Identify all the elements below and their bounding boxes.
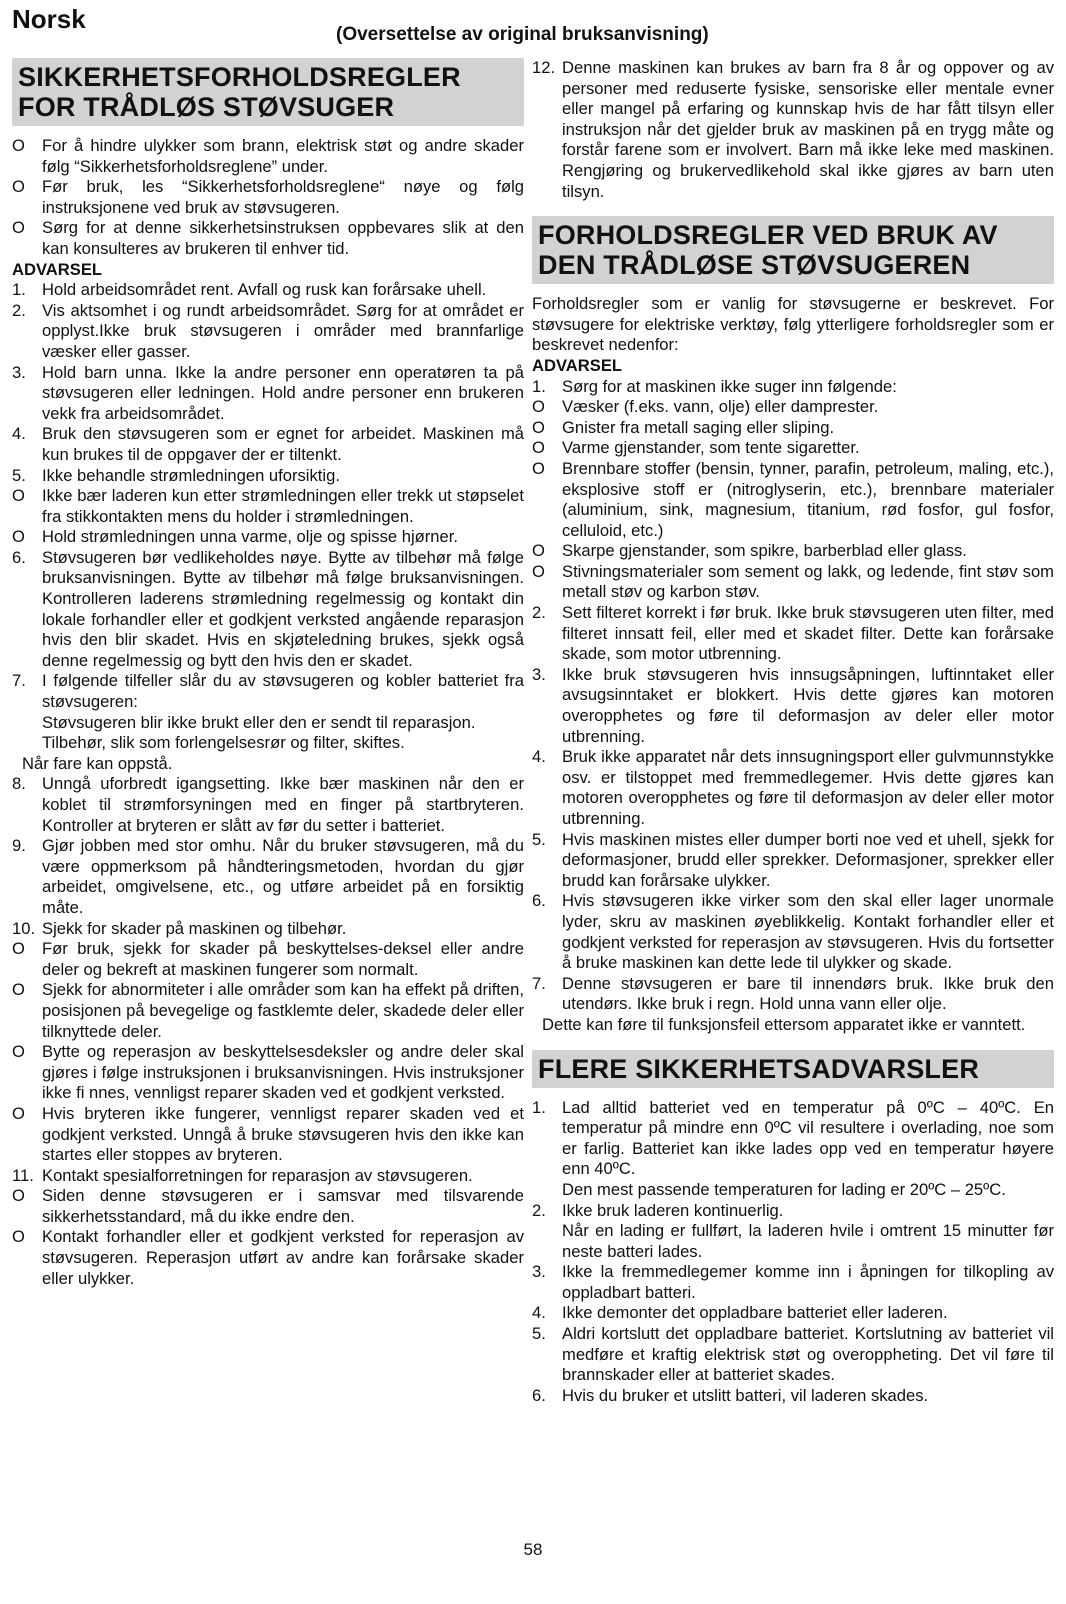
list-item — [532, 974, 1054, 1015]
more-warnings-list — [532, 1098, 1054, 1407]
warning-heading: ADVARSEL — [532, 355, 623, 375]
more-warnings-header — [532, 1050, 1054, 1088]
list-item — [532, 830, 1054, 892]
translation-subtitle: (Oversettelse av original bruksanvisning) — [336, 24, 709, 45]
item-number: 11. — [12, 1165, 34, 1185]
item-number: 1. — [12, 280, 26, 300]
item-text: Ikke bær laderen kun etter strømledningen eller trekk ut støpselet fra stikkontakten mens du holder i strømledningen. — [42, 486, 524, 526]
bullet-marker: O — [12, 1042, 25, 1062]
item-number: 5. — [532, 829, 546, 849]
bullet-marker: O — [532, 458, 545, 478]
item-number: 2. — [532, 1200, 546, 1220]
list-item — [12, 671, 524, 712]
item-text: Hvis støvsugeren ikke virker som den skal eller lager unormale lyder, skru av maskinen øyeblikkelig. Kontakt forhandler eller et godkjent verksted for reperasjon av støvsugeren. Hvis du fortsetter å bruke maskinen kan dette lede til ulykker og skade. — [562, 891, 1054, 973]
list-item — [12, 218, 524, 259]
list-item — [12, 466, 524, 487]
usage-intro-text: Forholdsregler som er vanlig for støvsugerne er beskrevet. For støvsugere for elektriske verktøy, følg ytterligere forholdsregler som er beskrevet nedenfor: — [532, 294, 1054, 355]
item-text: Ikke la fremmedlegemer komme inn i åpningen for tilkopling av oppladbart batteri. — [562, 1262, 1054, 1302]
item-text: Bruk den støvsugeren som er egnet for arbeidet. Maskinen må kun brukes til de oppgaver der er tiltenkt. — [42, 424, 524, 464]
item-number: 4. — [532, 747, 546, 767]
list-item — [532, 541, 1054, 562]
left-header-line-1: SIKKERHETSFORHOLDSREGLER — [18, 62, 461, 92]
item-text: Gnister fra metall saging eller sliping. — [562, 417, 835, 437]
item-text: For å hindre ulykker som brann, elektrisk støt og andre skader følg “Sikkerhetsforholdsreglene” under. — [42, 136, 524, 176]
item-text: Bruk ikke apparatet når dets innsugningsport eller gulvmunnstykke osv. er tilstoppet med fremmedlegemer. Hvis dette gjøres kan motoren overopphetes og føre til deformasjon av deler eller motor utbrenning. — [562, 747, 1054, 828]
list-item — [12, 301, 524, 363]
list-item — [532, 418, 1054, 439]
item-text: Hold arbeidsområdet rent. Avfall og rusk kan forårsake uhell. — [42, 280, 487, 300]
item-text: Vis aktsomhet i og rundt arbeidsområdet. Sørg for at området er opplyst.Ikke bruk støvsugeren i områder med brannfarlige væsker eller gasser. — [42, 300, 524, 361]
item-text: Sjekk for skader på maskinen og tilbehør. — [42, 918, 347, 938]
list-item — [12, 1166, 524, 1187]
list-item — [532, 1303, 1054, 1324]
item-text: Sett filteret korrekt i før bruk. Ikke bruk støvsugeren uten filter, med filteret innsatt feil, eller med et skadet filter. Dette kan forårsake skade, som motor utbrenning. — [562, 603, 1054, 664]
item-text: Før bruk, sjekk for skader på beskyttelses-deksel eller andre deler og bekreft at maskinen fungerer som normalt. — [42, 939, 524, 979]
item-number: 5. — [532, 1324, 546, 1344]
left-column — [12, 58, 524, 1289]
item-text: Hvis du bruker et utslitt batteri, vil laderen skades. — [562, 1385, 929, 1405]
bullet-marker: O — [12, 218, 25, 238]
right-top-list — [532, 58, 1054, 202]
left-header-line-2: FOR TRÅDLØS STØVSUGER — [18, 92, 395, 122]
list-item — [532, 603, 1054, 665]
list-item — [12, 1104, 524, 1166]
bullet-marker: O — [12, 980, 25, 1000]
bullet-marker: O — [12, 939, 25, 959]
item-number: 3. — [532, 1262, 546, 1282]
bullet-marker: O — [12, 486, 25, 506]
item-number: 9. — [12, 836, 26, 856]
item-text: Varme gjenstander, som tente sigaretter. — [562, 438, 860, 458]
item-text: Denne støvsugeren er bare til innendørs bruk. Ikke bruk den utendørs. Ikke bruk i regn. Hold unna vann eller olje. — [562, 973, 1054, 1014]
item-number: 3. — [532, 664, 546, 684]
item-text: Aldri kortslutt det oppladbare batteriet. Kortslutning av batteriet vil medføre et kraftig elektrisk støt og overoppheting. Det vil føre til brannskader eller at batteriet skades. — [562, 1324, 1054, 1385]
item-text: Unngå uforbredt igangsetting. Ikke bær maskinen når den er koblet til strømforsyningen med en finger på startbryteren. Kontroller at bryteren er slått av før du setter i batteriet. — [42, 774, 524, 835]
list-item — [12, 177, 524, 218]
usage-precautions-list — [532, 356, 1054, 1036]
list-item — [532, 397, 1054, 418]
list-item — [12, 424, 524, 465]
item-number: 6. — [532, 891, 546, 911]
list-item — [532, 459, 1054, 541]
list-continuation: Når fare kan oppstå. — [22, 753, 173, 773]
bullet-marker: O — [532, 561, 545, 581]
item-text: Hold barn unna. Ikke la andre personer enn operatøren ta på støvsugeren eller ledningen. Hold andre personer enn brukeren vekk fra arbeidsområdet. — [42, 362, 524, 423]
right-column — [532, 58, 1054, 1406]
item-number: 6. — [532, 1385, 546, 1405]
item-text: Ikke bruk laderen kontinuerlig. — [562, 1200, 784, 1220]
list-item — [12, 774, 524, 836]
list-item — [12, 486, 524, 527]
list-item — [532, 1201, 1054, 1222]
item-number: 1. — [532, 376, 546, 396]
list-continuation: Dette kan føre til funksjonsfeil ettersom apparatet ikke er vanntett. — [542, 1014, 1026, 1034]
bullet-marker: O — [532, 417, 545, 437]
item-text: Skarpe gjenstander, som spikre, barberblad eller glass. — [562, 541, 967, 561]
item-number: 2. — [532, 603, 546, 623]
list-item — [12, 980, 524, 1042]
item-text: Ikke behandle strømledningen uforsiktig. — [42, 465, 340, 485]
item-text: Siden denne støvsugeren er i samsvar med tilsvarende sikkerhetsstandard, må du ikke endre den. — [42, 1186, 524, 1226]
list-item — [12, 919, 524, 940]
list-item — [12, 939, 524, 980]
item-text: Før bruk, les “Sikkerhetsforholdsreglene“ nøye og følg instruksjonene ved bruk av støvsugeren. — [42, 177, 524, 217]
list-item — [532, 1386, 1054, 1407]
item-number: 1. — [532, 1097, 546, 1117]
item-number: 10. — [12, 918, 36, 938]
warning-heading: ADVARSEL — [12, 259, 103, 279]
item-text: Hvis bryteren ikke fungerer, vennligst reparer skaden ved et godkjent verksted. Unngå å bruke støvsugeren hvis den ikke kan startes eller stoppes av bryteren. — [42, 1103, 524, 1165]
item-text: Ikke demonter det oppladbare batteriet eller laderen. — [562, 1303, 948, 1323]
bullet-marker: O — [12, 1186, 25, 1206]
item-text: Gjør jobben med stor omhu. Når du bruker støvsugeren, må du være oppmerksom på håndteringsmetoden, hvordan du gjør arbeidet, omgivelsene, etc., og utføre arbeidet på en forsiktig måte. — [42, 836, 524, 917]
item-text: Sørg for at maskinen ikke suger inn følgende: — [562, 376, 897, 396]
list-continuation: Den mest passende temperaturen for lading er 20ºC – 25ºC. — [562, 1179, 1006, 1199]
item-text: Hold strømledningen unna varme, olje og spisse hjørner. — [42, 527, 458, 547]
usage-header-line-2: DEN TRÅDLØSE STØVSUGEREN — [538, 250, 971, 281]
list-item — [12, 1227, 524, 1289]
left-safety-list — [12, 136, 524, 1289]
item-number: 5. — [12, 465, 26, 485]
list-item — [532, 438, 1054, 459]
list-item — [532, 1262, 1054, 1303]
item-text: I følgende tilfeller slår du av støvsugeren og kobler batteriet fra støvsugeren: — [42, 671, 524, 712]
list-continuation: Tilbehør, slik som forlengelsesrør og filter, skiftes. — [42, 733, 405, 753]
page-number: 58 — [523, 1540, 543, 1559]
list-item — [532, 1324, 1054, 1386]
list-item — [12, 1042, 524, 1104]
list-item — [12, 836, 524, 918]
item-text: Stivningsmaterialer som sement og lakk, og ledende, fint støv som metall støv og karbon støv. — [562, 561, 1054, 602]
bullet-marker: O — [532, 541, 545, 561]
list-item — [12, 548, 524, 672]
bullet-marker: O — [12, 177, 25, 197]
bullet-marker: O — [12, 136, 25, 155]
item-number: 7. — [12, 671, 26, 691]
item-text: Væsker (f.eks. vann, olje) eller damprester. — [562, 397, 879, 417]
bullet-marker: O — [12, 527, 25, 547]
list-item — [532, 377, 1054, 398]
list-item — [12, 1186, 524, 1227]
item-text: Bytte og reperasjon av beskyttelsesdeksler og andre deler skal gjøres i følge instruksjonen i bruksanvisningen. Hvis instruksjoner ikke fi nnes, vennligst reparer skaden ved et godkjent verksted. — [42, 1042, 524, 1103]
item-text: Sørg for at denne sikkerhetsinstruksen oppbevares slik at den kan konsulteres av brukeren til enhver tid. — [42, 218, 524, 258]
bullet-marker: O — [532, 397, 545, 417]
list-item — [532, 891, 1054, 973]
item-text: Denne maskinen kan brukes av barn fra 8 år og oppover og av personer med reduserte fysiske, sensoriske eller mentale evner eller mangel på erfaring og kunnskap hvis de har fått tilsyn eller instruksjon når det gjelder bruk av maskinen på en trygg måte og forstår farene som er involvert. Barn må ikke leke med maskinen. Rengjøring og brukervedlikehold skal ikke gjøres av barn uten tilsyn. — [562, 58, 1054, 201]
usage-precautions-header — [532, 216, 1054, 284]
item-text: Hvis maskinen mistes eller dumper borti noe ved et uhell, sjekk for deformasjoner, brudd eller sprekker. Deformasjoner, sprekker eller brudd kan forårsake ulykker. — [562, 829, 1054, 890]
item-text: Kontakt spesialforretningen for reparasjon av støvsugeren. — [42, 1165, 473, 1185]
list-continuation: Når en lading er fullført, la laderen hvile i omtrent 15 minutter før neste batteri lades. — [562, 1221, 1054, 1261]
item-text: Ikke bruk støvsugeren hvis innsugsåpningen, luftinntaket eller avsugsinntaket er blokkert. Hvis dette gjøres kan motoren overopphetes og føre til deformasjon av deler eller motor utbrenning. — [562, 664, 1054, 746]
item-number: 2. — [12, 300, 26, 320]
item-text: Støvsugeren bør vedlikeholdes nøye. Bytte av tilbehør må følge bruksanvisningen. Bytte av tilbehør må følge bruksanvisningen. Kontrolleren laderens strømledning regelmessig og kontakt din lokale forhandler eller et godkjent verksted angående reparasjon hvis den blir skadet. Hvis en skjøteledning brukes, sjekk også denne regelmessig og bytt den hvis den er skadet. — [42, 547, 524, 670]
list-item — [532, 562, 1054, 603]
item-number: 12. — [532, 58, 556, 77]
item-text: Sjekk for abnormiteter i alle områder som kan ha effekt på driften, posisjonen på bevegelige og fastklemte deler, skadede deler eller tilknyttede deler. — [42, 980, 524, 1041]
bullet-marker: O — [12, 1227, 25, 1247]
item-text: Kontakt forhandler eller et godkjent verksted for reperasjon av støvsugeren. Reperasjon utført av andre kan forårsake skader eller ulykker. — [42, 1227, 524, 1288]
list-item — [12, 527, 524, 548]
language-label: Norsk — [12, 4, 86, 34]
item-number: 8. — [12, 774, 26, 794]
usage-header-line-1: FORHOLDSREGLER VED BRUK AV — [538, 220, 998, 251]
more-warnings-line-1: FLERE SIKKERHETSADVARSLER — [538, 1053, 980, 1084]
item-number: 3. — [12, 362, 26, 382]
list-item — [532, 747, 1054, 829]
item-text: Brennbare stoffer (bensin, tynner, parafin, petroleum, maling, etc.), eksplosive stoff er (nitroglyserin, etc.), brennbare materialer (aluminium, sink, magnesium, titanium, rød fosfor, gul fosfor, celluloid, etc.) — [562, 458, 1054, 540]
list-item — [12, 280, 524, 301]
list-item — [532, 58, 1054, 202]
item-number: 4. — [532, 1303, 546, 1323]
bullet-marker: O — [532, 438, 545, 458]
list-item — [12, 136, 524, 177]
bullet-marker: O — [12, 1103, 25, 1123]
item-number: 7. — [532, 973, 546, 993]
item-number: 6. — [12, 547, 26, 567]
list-item — [532, 665, 1054, 747]
list-item — [532, 1098, 1054, 1180]
list-continuation: Støvsugeren blir ikke brukt eller den er sendt til reparasjon. — [42, 712, 476, 732]
list-item — [12, 363, 524, 425]
item-number: 4. — [12, 424, 26, 444]
item-text: Lad alltid batteriet ved en temperatur på 0ºC – 40ºC. En temperatur på mindre enn 0ºC vil resultere i overlading, noe som er farlig. Batteriet kan ikke lades opp ved en temperatur høyere enn 40ºC. — [562, 1097, 1054, 1179]
left-section-header — [12, 58, 524, 126]
